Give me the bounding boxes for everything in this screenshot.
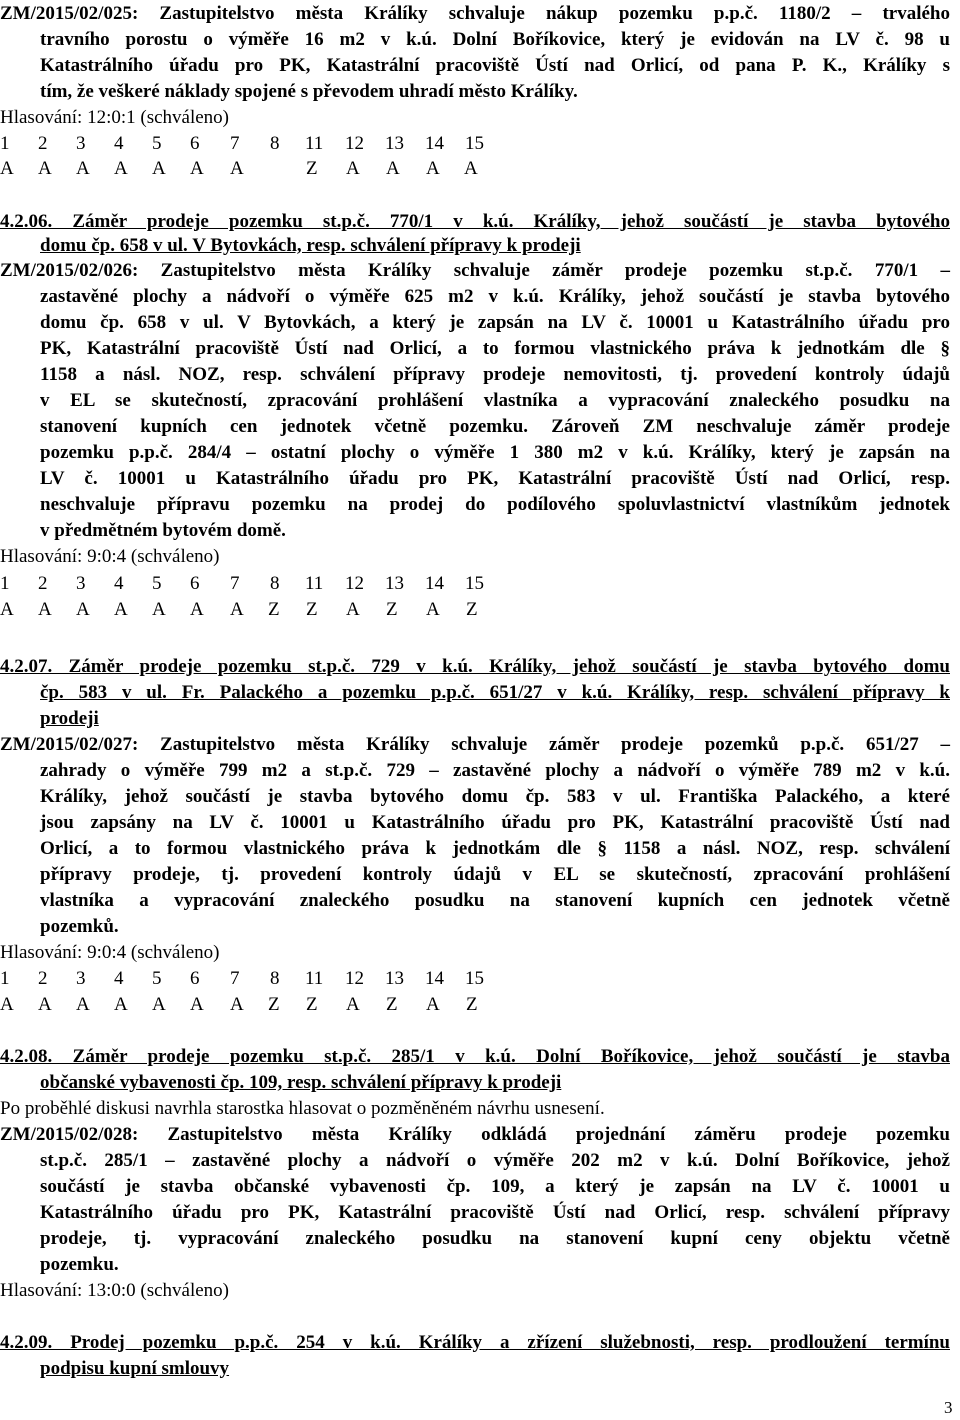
member-vote: A [114, 599, 128, 620]
resolution-028-line-4: Katastrálního úřadu pro PK, Katastrální pracoviště Ústí nad Orlicí, resp. schválení přípravy [40, 1202, 950, 1223]
member-vote: Z [306, 599, 318, 620]
member-number: 8 [270, 968, 280, 989]
section-heading-4-2-09-line-1: 4.2.09. Prodej pozemku p.p.č. 254 v k.ú. Králíky a zřízení služebnosti, resp. prodloužení termínu [0, 1332, 950, 1353]
resolution-028-line-1: ZM/2015/02/028: Zastupitelstvo města Králíky odkládá projednání záměru prodeje pozemku [0, 1124, 950, 1145]
page-number: 3 [944, 1398, 953, 1417]
member-vote: A [0, 994, 14, 1015]
resolution-026-line-9: LV č. 10001 u Katastrálního úřadu pro PK, Katastrální pracoviště Ústí nad Orlicí, resp. [40, 468, 950, 489]
member-vote: Z [466, 994, 478, 1015]
member-number: 2 [38, 968, 48, 989]
member-vote: A [230, 158, 244, 179]
member-vote: A [114, 994, 128, 1015]
section-heading-4-2-08-line-2: občanské vybavenosti čp. 109, resp. schválení přípravy k prodeji [40, 1072, 562, 1093]
resolution-028-line-5: prodeje, tj. vypracování znaleckého posudku na stanovení kupní ceny objektu včetně [40, 1228, 950, 1249]
member-number: 1 [0, 573, 10, 594]
vote-result-028: Hlasování: 13:0:0 (schváleno) [0, 1280, 230, 1301]
resolution-028-line-3: součástí je stavba občanské vybavenosti čp. 109, a který je zapsán na LV č. 10001 u [40, 1176, 950, 1197]
member-vote: Z [268, 994, 280, 1015]
member-vote: A [386, 158, 400, 179]
member-number: 3 [76, 573, 86, 594]
resolution-027-line-6: přípravy prodeje, tj. provedení kontroly údajů v EL se skutečností, zpracování prohlášení [40, 864, 950, 885]
resolution-026-line-2: zastavěné plochy a nádvoří o výměře 625 m2 v k.ú. Králíky, jehož součástí je stavba bytového [40, 286, 950, 307]
member-number: 1 [0, 968, 10, 989]
vote-result-025: Hlasování: 12:0:1 (schváleno) [0, 107, 230, 128]
resolution-028-line-6: pozemku. [40, 1254, 119, 1275]
member-vote: A [152, 158, 166, 179]
resolution-027-line-2: zahrady o výměře 799 m2 a st.p.č. 729 – zastavěné plochy a nádvoří o výměře 789 m2 v k.ú. [40, 760, 950, 781]
member-number: 15 [465, 133, 484, 154]
member-vote: A [76, 994, 90, 1015]
member-number: 14 [425, 968, 444, 989]
member-vote: A [114, 158, 128, 179]
member-number: 1 [0, 133, 10, 154]
resolution-025-line-2: travního porostu o výměře 16 m2 v k.ú. Dolní Boříkovice, který je evidován na LV č. 98 u [40, 29, 950, 50]
vote-result-026: Hlasování: 9:0:4 (schváleno) [0, 546, 220, 567]
member-number: 2 [38, 573, 48, 594]
member-vote: A [152, 599, 166, 620]
section-heading-4-2-06-line-1: 4.2.06. Záměr prodeje pozemku st.p.č. 770/1 v k.ú. Králíky, jehož součástí je stavba bytového [0, 211, 950, 232]
member-vote: A [76, 599, 90, 620]
member-number: 3 [76, 968, 86, 989]
section-heading-4-2-06-line-2: domu čp. 658 v ul. V Bytovkách, resp. schválení přípravy k prodeji [40, 235, 581, 256]
member-vote: A [0, 599, 14, 620]
member-vote: A [152, 994, 166, 1015]
member-vote: Z [466, 599, 478, 620]
member-number: 3 [76, 133, 86, 154]
resolution-027-line-8: pozemků. [40, 916, 119, 937]
member-number: 11 [305, 968, 324, 989]
resolution-027-line-4: jsou zapsány na LV č. 10001 u Katastrálního úřadu pro PK, Katastrální pracoviště Ústí nad [40, 812, 950, 833]
section-heading-4-2-07-line-1: 4.2.07. Záměr prodeje pozemku st.p.č. 729 v k.ú. Králíky, jehož součástí je stavba bytového domu [0, 656, 950, 677]
section-heading-4-2-07-line-2: čp. 583 v ul. Fr. Palackého a pozemku p.p.č. 651/27 v k.ú. Králíky, resp. schválení přípravy k [40, 682, 950, 703]
member-vote: A [190, 599, 204, 620]
resolution-026-line-6: v EL se skutečností, zpracování prohlášení vlastníka a vypracování znaleckého posudku na [40, 390, 950, 411]
member-number: 14 [425, 133, 444, 154]
resolution-026-line-1: ZM/2015/02/026: Zastupitelstvo města Králíky schvaluje záměr prodeje pozemku st.p.č. 770/1 – [0, 260, 950, 281]
resolution-027-line-3: Králíky, jehož součástí je stavba bytového domu čp. 583 v ul. Františka Palackého, a které [40, 786, 950, 807]
resolution-026-line-11: v předmětném bytovém domě. [40, 520, 286, 541]
member-number: 2 [38, 133, 48, 154]
member-number: 12 [345, 573, 364, 594]
member-vote: A [38, 599, 52, 620]
member-vote: A [190, 158, 204, 179]
member-number: 15 [465, 968, 484, 989]
resolution-025-line-1: ZM/2015/02/025: Zastupitelstvo města Králíky schvaluje nákup pozemku p.p.č. 1180/2 – trvalého [0, 3, 950, 24]
section-heading-4-2-09-line-2: podpisu kupní smlouvy [40, 1358, 230, 1379]
member-vote: A [346, 158, 360, 179]
resolution-026-line-3: domu čp. 658 v ul. V Bytovkách, a který je zapsán na LV č. 10001 u Katastrálního úřadu pro [40, 312, 950, 333]
member-vote: Z [386, 599, 398, 620]
member-vote: A [38, 994, 52, 1015]
resolution-025-line-4: tím, že veškeré náklady spojené s převodem uhradí město Králíky. [40, 81, 578, 102]
member-number: 12 [345, 133, 364, 154]
discussion-note: Po proběhlé diskusi navrhla starostka hlasovat o pozměněném návrhu usnesení. [0, 1098, 605, 1119]
resolution-026-line-7: stanovení kupních cen jednotek včetně pozemku. Zároveň ZM neschvaluje záměr prodeje [40, 416, 950, 437]
member-vote: Z [386, 994, 398, 1015]
resolution-026-line-8: pozemku p.p.č. 284/4 – ostatní plochy o výměře 1 380 m2 v k.ú. Králíky, který je zapsán na [40, 442, 950, 463]
member-vote: A [190, 994, 204, 1015]
member-number: 7 [230, 968, 240, 989]
resolution-025-line-3: Katastrálního úřadu pro PK, Katastrální pracoviště Ústí nad Orlicí, od pana P. K., Králíky s [40, 55, 950, 76]
member-vote: A [0, 158, 14, 179]
member-number: 8 [270, 133, 280, 154]
member-number: 13 [385, 573, 404, 594]
resolution-027-line-7: vlastníka a vypracování znaleckého posudku na stanovení kupních cen jednotek včetně [40, 890, 950, 911]
member-number: 14 [425, 573, 444, 594]
resolution-026-line-5: 1158 a násl. NOZ, resp. schválení přípravy prodeje nemovitosti, tj. provedení kontroly údajů [40, 364, 950, 385]
member-number: 13 [385, 133, 404, 154]
member-number: 11 [305, 573, 324, 594]
resolution-027-line-5: Orlicí, a to formou vlastnického práva k jednotkám dle § 1158 a násl. NOZ, resp. schválení [40, 838, 950, 859]
member-vote: A [426, 158, 440, 179]
member-vote: A [464, 158, 478, 179]
member-number: 8 [270, 573, 280, 594]
member-number: 6 [190, 573, 200, 594]
member-vote: A [346, 599, 360, 620]
section-heading-4-2-08-line-1: 4.2.08. Záměr prodeje pozemku st.p.č. 285/1 v k.ú. Dolní Boříkovice, jehož součástí je stavba [0, 1046, 950, 1067]
member-number: 6 [190, 133, 200, 154]
resolution-026-line-4: PK, Katastrální pracoviště Ústí nad Orlicí, a to formou vlastnického práva k jednotkám dle § [40, 338, 950, 359]
member-number: 5 [152, 573, 162, 594]
member-vote: A [76, 158, 90, 179]
member-number: 7 [230, 573, 240, 594]
member-vote: Z [306, 994, 318, 1015]
member-number: 6 [190, 968, 200, 989]
member-vote: Z [306, 158, 318, 179]
member-number: 12 [345, 968, 364, 989]
member-number: 4 [114, 968, 124, 989]
member-vote: A [426, 599, 440, 620]
member-number: 15 [465, 573, 484, 594]
vote-result-027: Hlasování: 9:0:4 (schváleno) [0, 942, 220, 963]
member-number: 5 [152, 133, 162, 154]
member-number: 5 [152, 968, 162, 989]
member-vote: A [230, 994, 244, 1015]
member-vote: A [38, 158, 52, 179]
resolution-027-line-1: ZM/2015/02/027: Zastupitelstvo města Králíky schvaluje záměr prodeje pozemků p.p.č. 651/27 – [0, 734, 950, 755]
section-heading-4-2-07-line-3: prodeji [40, 708, 99, 729]
resolution-026-line-10: neschvaluje přípravu pozemku na prodej do podílového spoluvlastnictví vlastníkům jednotek [40, 494, 950, 515]
resolution-028-line-2: st.p.č. 285/1 – zastavěné plochy a nádvoří o výměře 202 m2 v k.ú. Dolní Boříkovice, jehož [40, 1150, 950, 1171]
member-vote: Z [268, 599, 280, 620]
member-number: 4 [114, 133, 124, 154]
member-number: 11 [305, 133, 324, 154]
member-number: 13 [385, 968, 404, 989]
member-vote: A [346, 994, 360, 1015]
member-vote: A [230, 599, 244, 620]
member-number: 4 [114, 573, 124, 594]
member-number: 7 [230, 133, 240, 154]
member-vote: A [426, 994, 440, 1015]
